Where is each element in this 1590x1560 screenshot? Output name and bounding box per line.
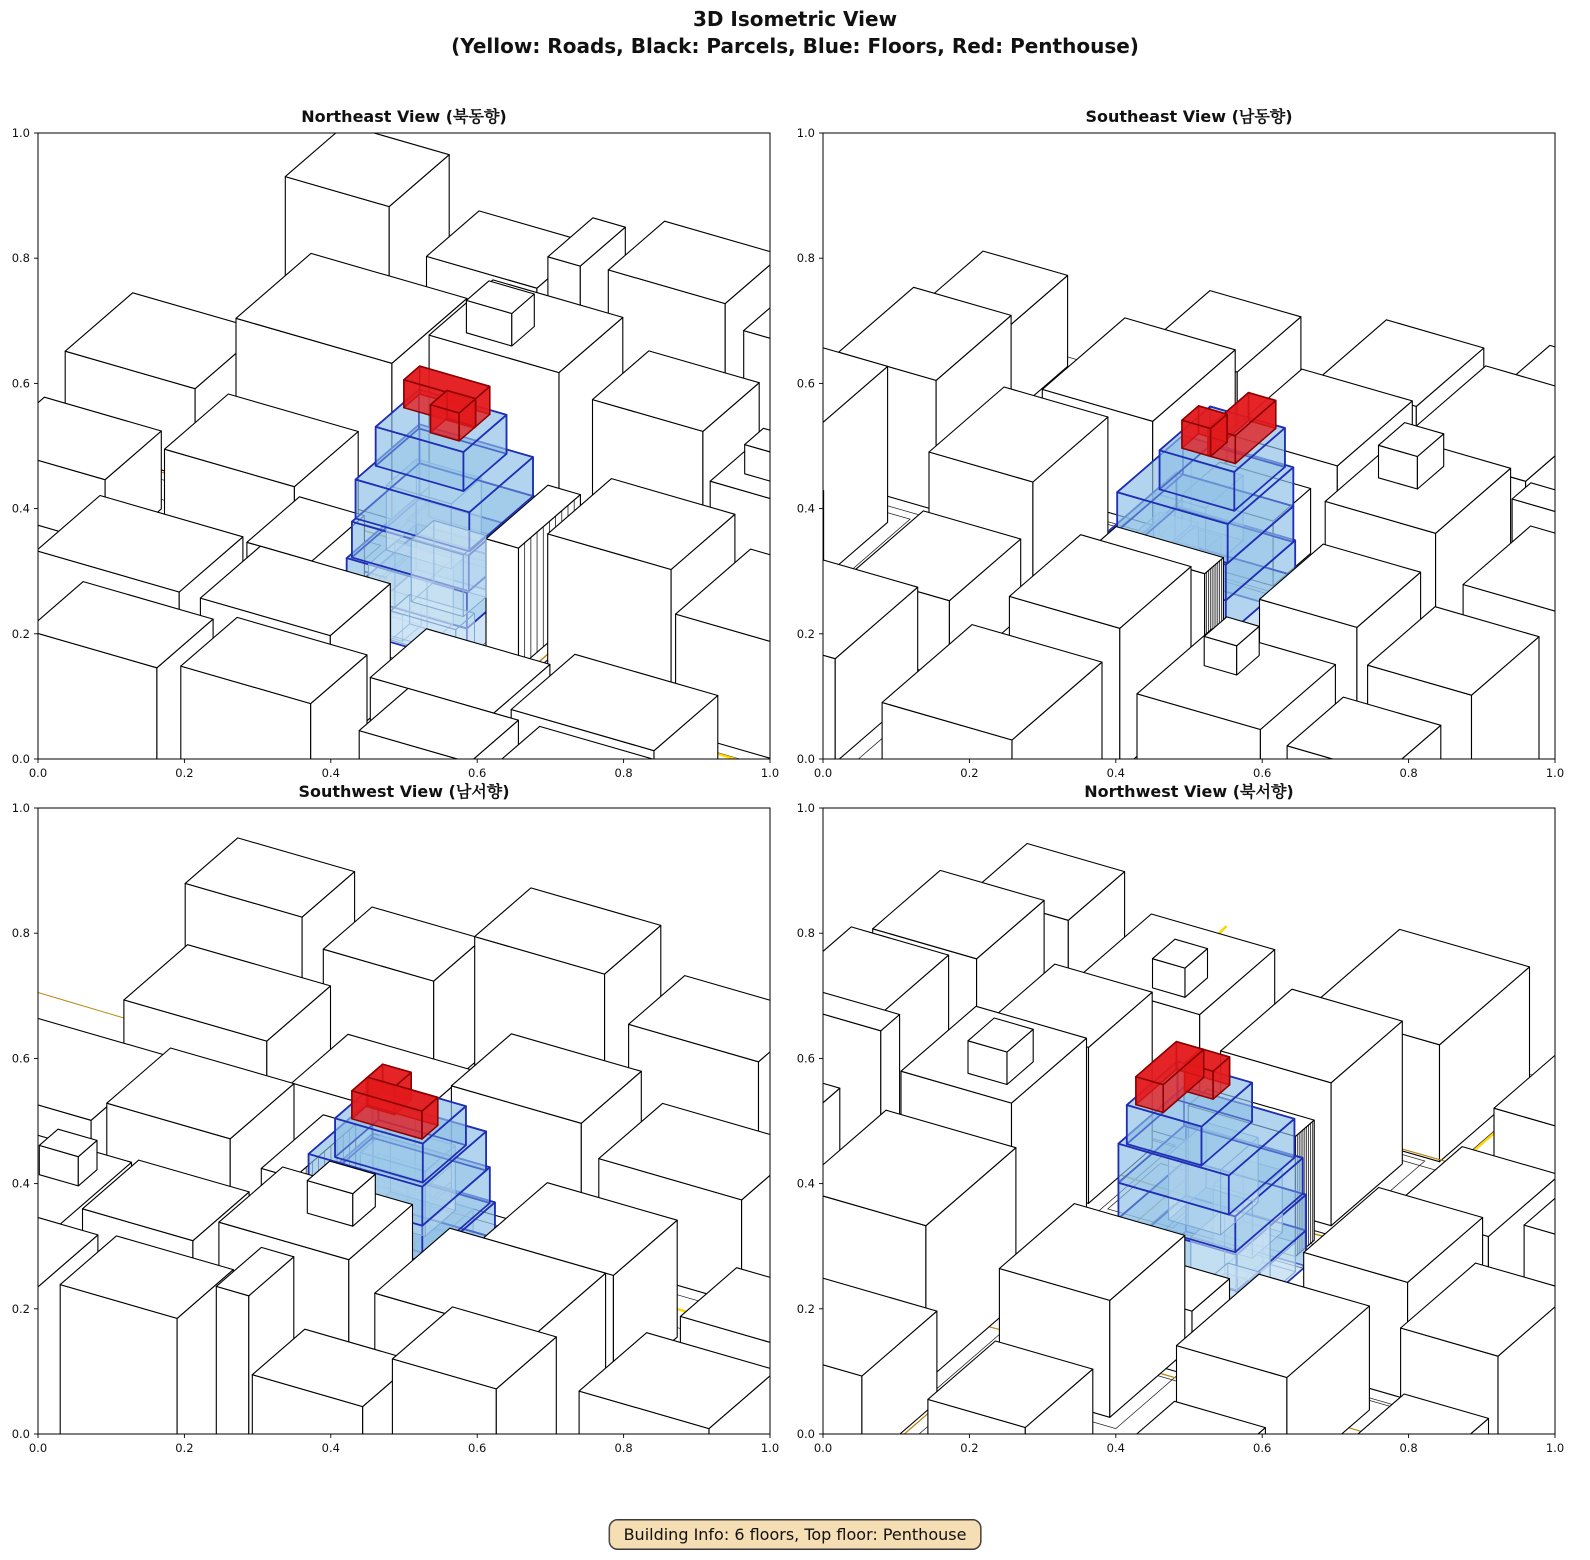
svg-text:0.0: 0.0	[796, 1427, 815, 1441]
svg-text:0.4: 0.4	[1106, 766, 1125, 780]
svg-text:0.8: 0.8	[614, 766, 633, 780]
svg-text:0.6: 0.6	[1253, 766, 1272, 780]
svg-text:0.6: 0.6	[468, 1441, 487, 1455]
svg-text:0.6: 0.6	[1253, 1441, 1272, 1455]
svg-text:0.6: 0.6	[11, 376, 30, 391]
svg-text:0.6: 0.6	[468, 766, 487, 780]
subplot-title-northeast: Northeast View (북동향)	[301, 107, 507, 126]
svg-text:0.0: 0.0	[28, 766, 48, 780]
svg-text:0.0: 0.0	[28, 1441, 48, 1455]
svg-text:1.0: 1.0	[796, 801, 815, 815]
svg-text:0.4: 0.4	[11, 501, 30, 516]
svg-text:0.2: 0.2	[11, 626, 30, 641]
svg-text:1.0: 1.0	[796, 126, 815, 140]
svg-text:0.4: 0.4	[11, 1176, 30, 1191]
svg-text:1.0: 1.0	[11, 126, 30, 140]
svg-text:0.2: 0.2	[960, 766, 979, 780]
figure-title: 3D Isometric View	[692, 7, 898, 31]
subplot-title-northwest: Northwest View (북서향)	[1084, 782, 1294, 801]
penthouse	[1182, 406, 1227, 457]
svg-text:0.2: 0.2	[796, 1301, 815, 1316]
svg-text:1.0: 1.0	[1545, 1441, 1565, 1455]
svg-text:1.0: 1.0	[760, 766, 780, 780]
svg-text:0.4: 0.4	[796, 501, 815, 516]
floor-inner-volume	[411, 521, 486, 617]
svg-text:0.6: 0.6	[796, 1051, 815, 1066]
svg-text:0.0: 0.0	[813, 766, 833, 780]
penthouse	[431, 391, 476, 441]
svg-text:0.2: 0.2	[175, 766, 194, 780]
svg-text:0.8: 0.8	[796, 251, 815, 266]
svg-text:0.2: 0.2	[175, 1441, 194, 1455]
svg-text:0.2: 0.2	[960, 1441, 979, 1455]
svg-text:0.4: 0.4	[1106, 1441, 1125, 1455]
svg-text:1.0: 1.0	[11, 801, 30, 815]
svg-text:0.8: 0.8	[614, 1441, 633, 1455]
building-info-badge: Building Info: 6 floors, Top floor: Penthouse	[609, 1519, 982, 1550]
svg-text:0.8: 0.8	[11, 926, 30, 941]
svg-text:0.8: 0.8	[796, 926, 815, 941]
iso-plot-northwest	[778, 802, 1568, 1464]
svg-text:0.4: 0.4	[796, 1176, 815, 1191]
svg-text:0.4: 0.4	[321, 1441, 340, 1455]
svg-text:0.8: 0.8	[1399, 1441, 1418, 1455]
svg-text:0.0: 0.0	[11, 1427, 30, 1441]
svg-text:0.2: 0.2	[11, 1301, 30, 1316]
subplot-title-southeast: Southeast View (남동향)	[1085, 107, 1293, 126]
svg-text:0.0: 0.0	[796, 752, 815, 766]
svg-text:0.8: 0.8	[1399, 766, 1418, 780]
svg-text:1.0: 1.0	[760, 1441, 780, 1455]
svg-text:0.6: 0.6	[796, 376, 815, 391]
iso-plot-southwest	[0, 802, 783, 1464]
svg-text:0.2: 0.2	[796, 626, 815, 641]
svg-text:0.0: 0.0	[11, 752, 30, 766]
svg-text:1.0: 1.0	[1545, 766, 1565, 780]
svg-text:0.4: 0.4	[321, 766, 340, 780]
subplot-title-southwest: Southwest View (남서향)	[298, 782, 510, 801]
svg-text:0.8: 0.8	[11, 251, 30, 266]
svg-text:0.0: 0.0	[813, 1441, 833, 1455]
iso-plot-northeast	[0, 127, 783, 789]
svg-text:0.6: 0.6	[11, 1051, 30, 1066]
figure-legend-subtitle: (Yellow: Roads, Black: Parcels, Blue: Floors, Red: Penthouse)	[451, 34, 1139, 58]
iso-plot-southeast	[778, 127, 1568, 789]
